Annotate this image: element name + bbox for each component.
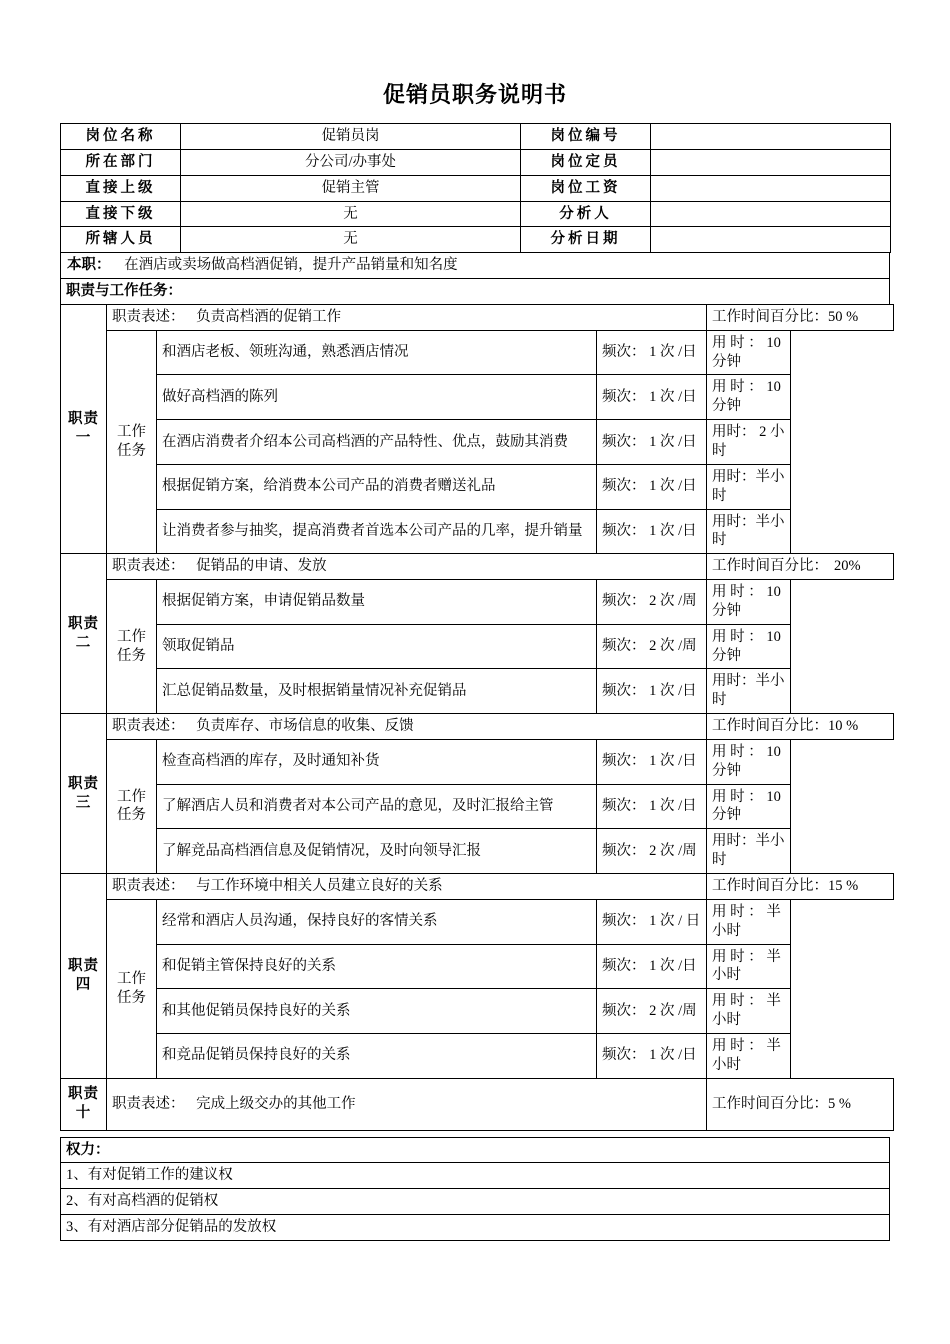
table-row xyxy=(61,1215,890,1241)
table-row xyxy=(61,330,894,375)
duty-desc-label: 职责表述： xyxy=(112,308,185,325)
info-label-2: 分析日期 xyxy=(521,227,651,253)
task-column-text: 工作任务 xyxy=(117,628,146,664)
duty-name xyxy=(61,714,107,874)
page-title: 促销员职务说明书 xyxy=(382,82,567,107)
table-row xyxy=(61,989,894,1034)
task-column-label xyxy=(107,330,157,553)
duty-name-text: 职责四 xyxy=(68,957,99,993)
duty-percent-label: 工作时间百分比： xyxy=(712,1095,829,1112)
table-row xyxy=(61,509,894,554)
duty-percent-label: 工作时间百分比： xyxy=(712,718,829,735)
task-duration: 用 时 ： 半小时 xyxy=(707,899,791,944)
table-row xyxy=(61,420,894,465)
duty-percent-cell xyxy=(707,714,894,740)
duties-header: 职责与工作任务： xyxy=(61,279,890,305)
task-frequency: 频次： 1 次 /日 xyxy=(597,1033,707,1078)
task-text: 和其他促销员保持良好的关系 xyxy=(157,989,597,1034)
task-text: 领取促销品 xyxy=(157,624,597,669)
job-info-table xyxy=(60,123,891,253)
info-label-2: 岗位定员 xyxy=(521,149,651,175)
task-duration: 用时：半小时 xyxy=(707,829,791,874)
table-row xyxy=(61,1137,890,1163)
task-duration: 用 时 ： 半小时 xyxy=(707,944,791,989)
task-frequency: 频次： 1 次 /日 xyxy=(597,784,707,829)
duty-desc-label: 职责表述： xyxy=(112,878,185,894)
duty-percent-cell xyxy=(707,554,894,580)
duty-name xyxy=(61,1078,107,1130)
table-row xyxy=(61,201,891,227)
duty-description-cell xyxy=(107,1078,707,1130)
table-row xyxy=(61,829,894,874)
duty-desc-label: 职责表述： xyxy=(112,718,185,735)
task-text: 和促销主管保持良好的关系 xyxy=(157,944,597,989)
duty-name-text: 职责三 xyxy=(68,775,99,811)
duty-percent-value: 5 % xyxy=(828,1095,851,1112)
info-value: 无 xyxy=(181,201,521,227)
task-frequency: 频次： 2 次 /周 xyxy=(597,829,707,874)
task-frequency: 频次： 1 次 /日 xyxy=(597,330,707,375)
duty-description-cell xyxy=(107,554,707,580)
task-duration: 用 时 ： 10 分钟 xyxy=(707,739,791,784)
info-value: 分公司/办事处 xyxy=(181,149,521,175)
info-label: 直接下级 xyxy=(61,201,181,227)
table-row xyxy=(61,944,894,989)
info-value-2 xyxy=(651,124,891,150)
duty-description-cell xyxy=(107,304,707,330)
table-row xyxy=(61,1033,894,1078)
info-label-2: 岗位工资 xyxy=(521,175,651,201)
task-text: 让消费者参与抽奖，提高消费者首选本公司产品的几率，提升销量 xyxy=(157,509,597,554)
task-column-text: 工作任务 xyxy=(117,788,146,824)
task-text: 检查高档酒的库存，及时通知补货 xyxy=(157,739,597,784)
duty-percent-cell xyxy=(707,1078,894,1130)
main-duty-cell xyxy=(61,253,890,279)
info-label: 所在部门 xyxy=(61,149,181,175)
table-row xyxy=(61,304,894,330)
duty-percent-label: 工作时间百分比： xyxy=(712,878,829,894)
table-row xyxy=(61,714,894,740)
task-text: 做好高档酒的陈列 xyxy=(157,375,597,420)
task-text: 了解竞品高档酒信息及促销情况，及时向领导汇报 xyxy=(157,829,597,874)
info-label: 岗位名称 xyxy=(61,124,181,150)
task-column-text: 工作任务 xyxy=(117,424,146,459)
task-duration: 用 时 ： 10 分钟 xyxy=(707,330,791,375)
task-frequency: 频次： 1 次 /日 xyxy=(597,375,707,420)
table-row xyxy=(61,899,894,944)
info-value: 促销员岗 xyxy=(181,124,521,150)
power-item: 2、有对高档酒的促销权 xyxy=(61,1189,890,1215)
duties-table xyxy=(60,304,894,1131)
duty-description-cell xyxy=(107,874,707,900)
power-table xyxy=(60,1137,890,1241)
task-column-text: 工作任务 xyxy=(117,970,146,1006)
task-text: 经常和酒店人员沟通，保持良好的客情关系 xyxy=(157,899,597,944)
task-column-label xyxy=(107,899,157,1078)
duty-percent-value: 15 % xyxy=(828,878,859,894)
task-column-label xyxy=(107,580,157,714)
table-row xyxy=(61,464,894,509)
duty-percent-label: 工作时间百分比： xyxy=(712,308,829,325)
task-duration: 用 时 ： 10 分钟 xyxy=(707,580,791,625)
task-text: 和竞品促销员保持良好的关系 xyxy=(157,1033,597,1078)
duty-desc-text: 完成上级交办的其他工作 xyxy=(196,1095,356,1112)
info-label-2: 岗位编号 xyxy=(521,124,651,150)
power-item: 1、有对促销工作的建议权 xyxy=(61,1163,890,1189)
task-duration: 用 时 ： 10 分钟 xyxy=(707,375,791,420)
info-value-2 xyxy=(651,149,891,175)
duty-name-text: 职责一 xyxy=(68,411,99,447)
power-item: 3、有对酒店部分促销品的发放权 xyxy=(61,1215,890,1241)
table-row xyxy=(61,253,890,279)
table-row xyxy=(61,554,894,580)
task-duration: 用时： 2 小时 xyxy=(707,420,791,465)
info-value: 无 xyxy=(181,227,521,253)
table-row xyxy=(61,149,891,175)
duty-desc-text: 促销品的申请、发放 xyxy=(196,558,327,575)
task-text: 根据促销方案，申请促销品数量 xyxy=(157,580,597,625)
table-row xyxy=(61,624,894,669)
task-duration: 用 时 ： 10 分钟 xyxy=(707,784,791,829)
task-column-label xyxy=(107,739,157,873)
info-label: 所辖人员 xyxy=(61,227,181,253)
task-duration: 用时：半小时 xyxy=(707,509,791,554)
duty-name xyxy=(61,554,107,714)
power-header: 权力： xyxy=(61,1137,890,1163)
table-row xyxy=(61,1163,890,1189)
task-frequency: 频次： 2 次 /周 xyxy=(597,624,707,669)
duty-percent-cell xyxy=(707,304,894,330)
main-duty-text: 在酒店或卖场做高档酒促销，提升产品销量和知名度 xyxy=(124,257,458,274)
task-text: 根据促销方案，给消费本公司产品的消费者赠送礼品 xyxy=(157,464,597,509)
task-frequency: 频次： 2 次 /周 xyxy=(597,580,707,625)
table-row xyxy=(61,1078,894,1130)
task-frequency: 频次： 1 次 /日 xyxy=(597,464,707,509)
task-duration: 用 时 ： 半小时 xyxy=(707,1033,791,1078)
duty-name-text: 职责二 xyxy=(68,615,99,651)
table-row xyxy=(61,580,894,625)
duty-percent-value: 10 % xyxy=(828,718,859,735)
info-label: 直接上级 xyxy=(61,175,181,201)
table-row xyxy=(61,874,894,900)
duty-percent-label: 工作时间百分比： xyxy=(712,558,829,575)
info-value-2 xyxy=(651,175,891,201)
duty-desc-text: 负责库存、市场信息的收集、反馈 xyxy=(196,718,414,735)
task-frequency: 频次： 1 次 /日 xyxy=(597,669,707,714)
duty-percent-cell xyxy=(707,874,894,900)
table-row xyxy=(61,1189,890,1215)
duty-name xyxy=(61,304,107,553)
table-row xyxy=(61,739,894,784)
table-row xyxy=(61,227,891,253)
table-row xyxy=(61,784,894,829)
duty-name-text: 职责十 xyxy=(68,1086,99,1122)
duty-percent-value: 20% xyxy=(834,558,861,575)
duty-desc-label: 职责表述： xyxy=(112,558,185,575)
task-frequency: 频次： 1 次 /日 xyxy=(597,739,707,784)
task-text: 了解酒店人员和消费者对本公司产品的意见，及时汇报给主管 xyxy=(157,784,597,829)
info-value-2 xyxy=(651,227,891,253)
duty-desc-label: 职责表述： xyxy=(112,1095,185,1112)
duty-percent-value: 50 % xyxy=(828,308,859,325)
table-row xyxy=(61,124,891,150)
main-duty-label: 本职： xyxy=(67,257,111,274)
task-frequency: 频次： 1 次 / 日 xyxy=(597,899,707,944)
table-row xyxy=(61,279,890,305)
task-duration: 用 时 ： 10 分钟 xyxy=(707,624,791,669)
task-duration: 用 时 ： 半小时 xyxy=(707,989,791,1034)
info-value-2 xyxy=(651,201,891,227)
task-text: 汇总促销品数量，及时根据销量情况补充促销品 xyxy=(157,669,597,714)
table-row xyxy=(61,669,894,714)
duty-name xyxy=(61,874,107,1079)
info-value: 促销主管 xyxy=(181,175,521,201)
table-row xyxy=(61,375,894,420)
main-duty-table xyxy=(60,252,890,305)
task-frequency: 频次： 2 次 /周 xyxy=(597,989,707,1034)
info-label-2: 分析人 xyxy=(521,201,651,227)
task-frequency: 频次： 1 次 /日 xyxy=(597,944,707,989)
task-text: 在酒店消费者介绍本公司高档酒的产品特性、优点，鼓励其消费 xyxy=(157,420,597,465)
duty-desc-text: 与工作环境中相关人员建立良好的关系 xyxy=(196,878,443,894)
task-frequency: 频次： 1 次 /日 xyxy=(597,420,707,465)
task-duration: 用时：半小时 xyxy=(707,669,791,714)
duty-desc-text: 负责高档酒的促销工作 xyxy=(196,308,342,325)
task-text: 和酒店老板、领班沟通，熟悉酒店情况 xyxy=(157,330,597,375)
table-row xyxy=(61,175,891,201)
task-frequency: 频次： 1 次 /日 xyxy=(597,509,707,554)
task-duration: 用时：半小时 xyxy=(707,464,791,509)
duty-description-cell xyxy=(107,714,707,740)
